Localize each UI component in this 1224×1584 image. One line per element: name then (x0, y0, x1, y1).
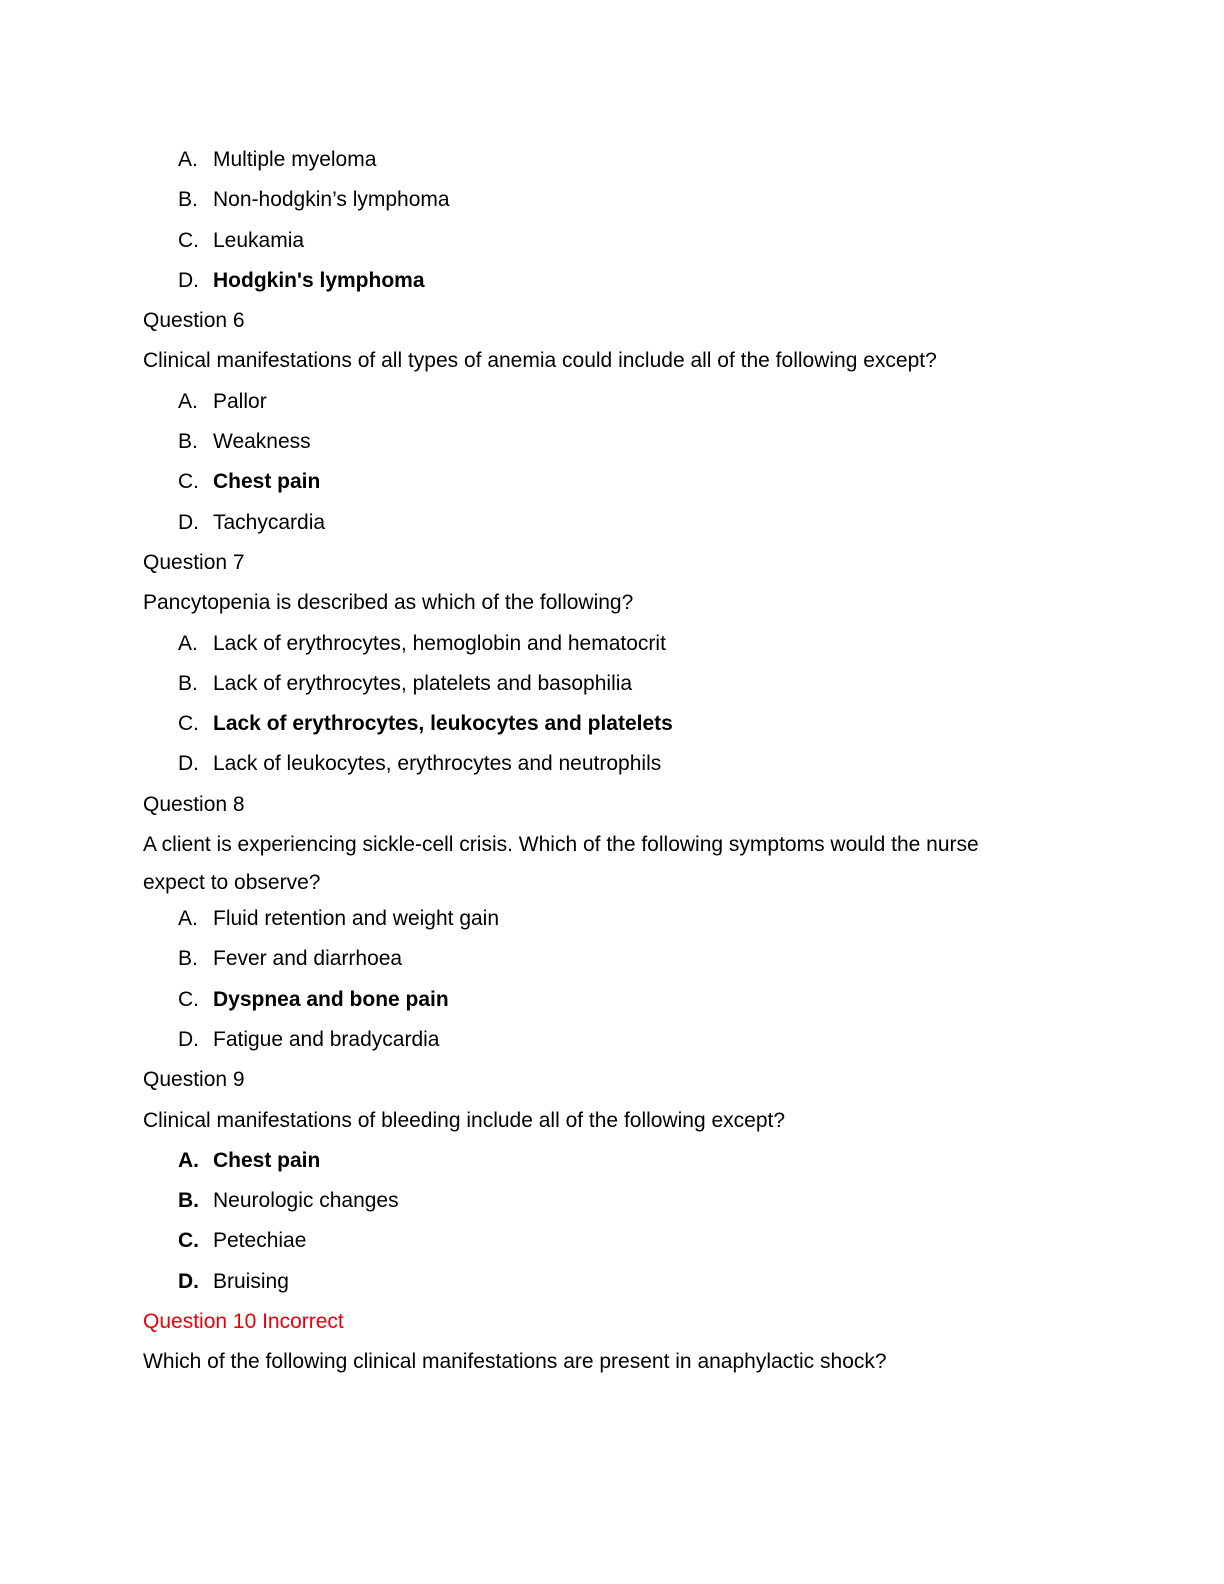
option-c-answer (143, 711, 1043, 751)
option-letter: D. (178, 752, 199, 776)
question-10-stem: Which of the following clinical manifestations are present in anaphylactic shock? (143, 1350, 887, 1374)
option-letter: D. (178, 510, 199, 534)
option-a (143, 389, 1043, 429)
option-text: Weakness (213, 430, 311, 454)
option-text-answer: Lack of erythrocytes, leukocytes and platelets (213, 712, 673, 736)
option-a-answer (143, 1148, 1043, 1188)
option-text: Lack of erythrocytes, hemoglobin and hematocrit (213, 631, 666, 655)
question-6-header: Question 6 (143, 309, 245, 333)
option-letter: A. (178, 907, 198, 931)
option-text-answer: Dyspnea and bone pain (213, 987, 449, 1011)
option-letter: C. (178, 470, 199, 494)
option-letter: C. (178, 987, 199, 1011)
question-8-header: Question 8 (143, 792, 245, 816)
option-d (143, 510, 1043, 550)
option-letter: A. (178, 631, 198, 655)
option-a (143, 631, 1043, 671)
option-d-answer (143, 268, 1043, 308)
option-b (143, 671, 1043, 711)
option-d (143, 751, 1043, 791)
option-text: Pallor (213, 389, 267, 413)
option-letter: D. (178, 1269, 199, 1293)
option-c-answer (143, 469, 1043, 509)
option-text-answer: Hodgkin's lymphoma (213, 268, 425, 292)
option-letter: C. (178, 228, 199, 252)
option-c (143, 1228, 1043, 1268)
question-6-stem: Clinical manifestations of all types of anemia could include all of the following except? (143, 349, 937, 373)
option-text: Multiple myeloma (213, 148, 377, 171)
option-d (143, 1269, 1043, 1309)
option-text-answer: Chest pain (213, 470, 321, 494)
option-b (143, 1188, 1043, 1228)
option-text: Neurologic changes (213, 1189, 399, 1213)
option-a (143, 906, 1043, 946)
option-c-answer (143, 987, 1043, 1027)
option-b (143, 429, 1043, 469)
option-letter: A. (178, 1148, 199, 1172)
option-d (143, 1027, 1043, 1067)
option-a (143, 147, 1043, 187)
option-text: Tachycardia (213, 510, 326, 534)
option-letter: B. (178, 671, 198, 695)
option-letter: C. (178, 712, 199, 736)
question-7-stem: Pancytopenia is described as which of the following? (143, 591, 634, 615)
question-9-stem: Clinical manifestations of bleeding include all of the following except? (143, 1108, 786, 1132)
option-letter: B. (178, 1189, 199, 1213)
option-text: Fatigue and bradycardia (213, 1027, 440, 1051)
option-letter: A. (178, 148, 198, 171)
option-text: Fever and diarrhoea (213, 947, 403, 971)
question-9-header: Question 9 (143, 1068, 245, 1092)
question-10-header: Question 10 Incorrect (143, 1310, 344, 1334)
option-letter: C. (178, 1229, 199, 1253)
option-text: Lack of erythrocytes, platelets and basophilia (213, 671, 633, 695)
option-text: Leukamia (213, 228, 305, 252)
option-letter: B. (178, 188, 198, 212)
option-letter: D. (178, 268, 199, 292)
option-text-answer: Chest pain (213, 1148, 321, 1172)
option-text: Bruising (213, 1269, 289, 1293)
option-letter: A. (178, 389, 198, 413)
option-letter: B. (178, 430, 198, 454)
question-8-stem: A client is experiencing sickle-cell crisis. Which of the following symptoms would the nurse expect to observe? (143, 833, 979, 895)
option-text: Petechiae (213, 1229, 307, 1253)
option-b (143, 187, 1043, 227)
option-letter: B. (178, 947, 198, 971)
option-b (143, 946, 1043, 986)
option-c (143, 228, 1043, 268)
option-text: Lack of leukocytes, erythrocytes and neutrophils (213, 752, 662, 776)
document-content (143, 147, 1043, 1390)
option-text: Non-hodgkin’s lymphoma (213, 188, 450, 212)
question-7-header: Question 7 (143, 550, 245, 574)
option-letter: D. (178, 1027, 199, 1051)
option-text: Fluid retention and weight gain (213, 907, 500, 931)
